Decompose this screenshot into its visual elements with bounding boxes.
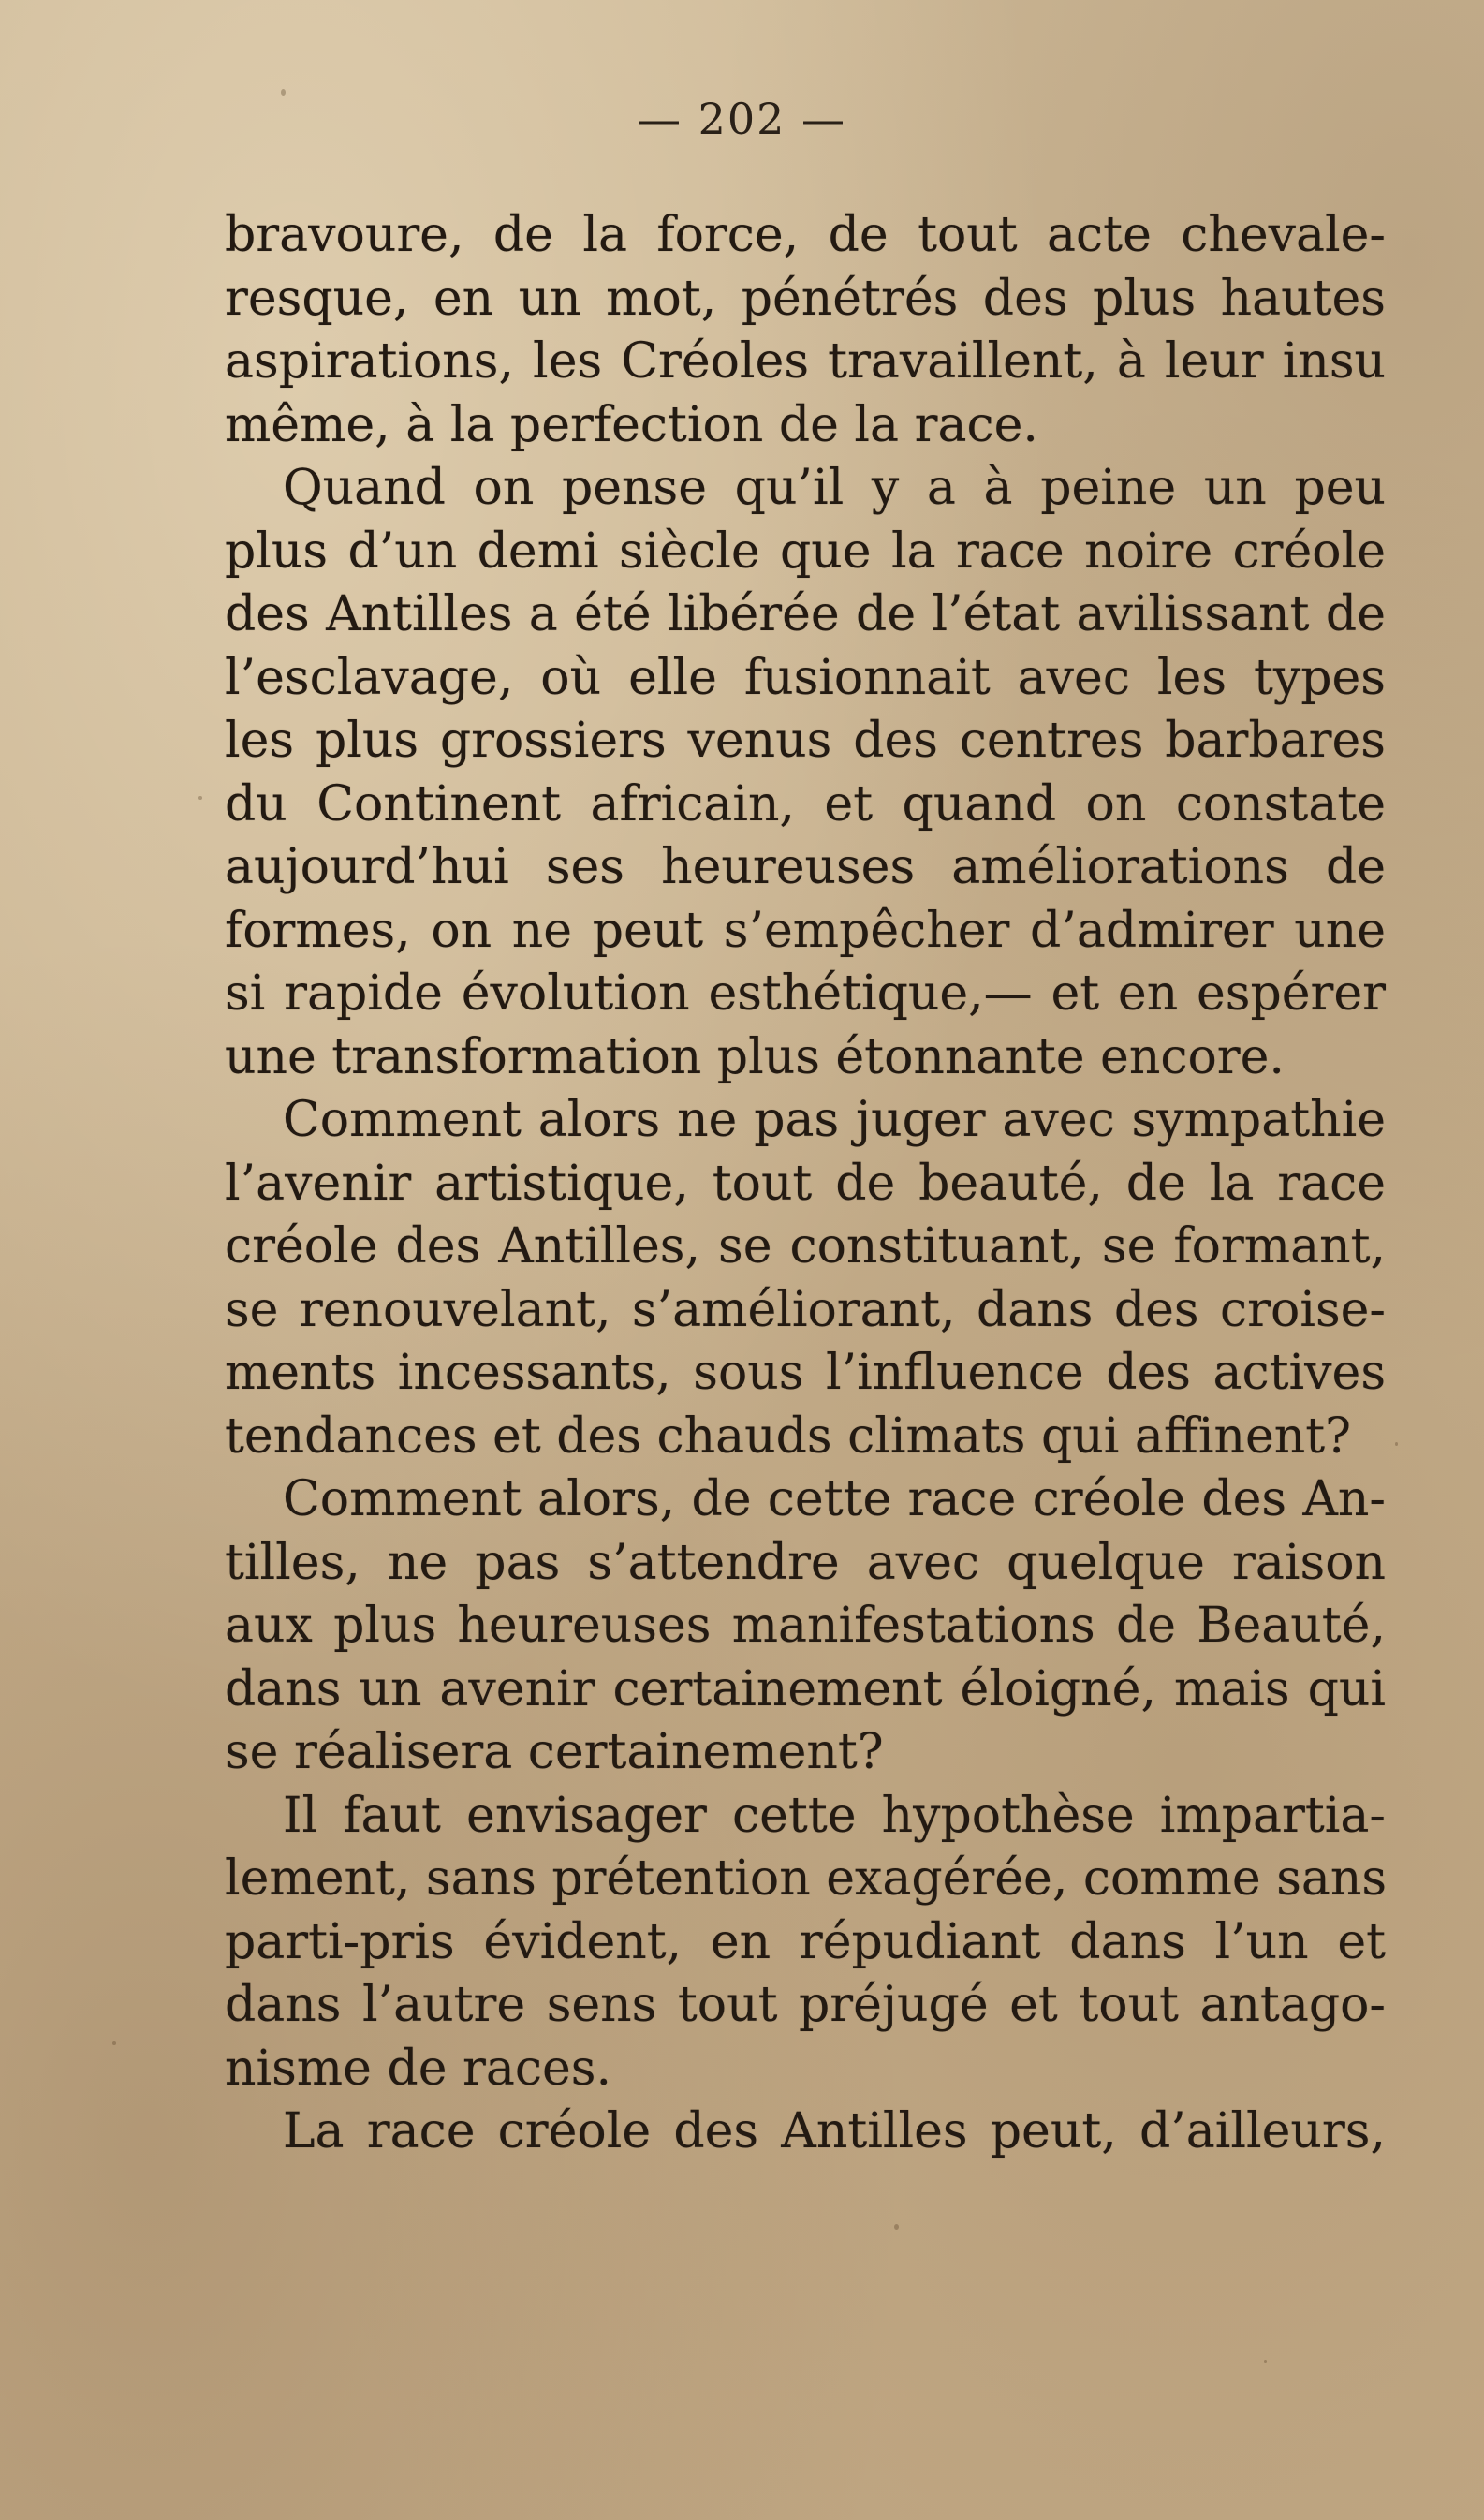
text-line: se réalisera certainement? <box>225 1724 884 1780</box>
text-line: resque, en un mot, pénétrés des plus hautes <box>225 270 1386 327</box>
text-line: dans un avenir certainement éloigné, mais qui <box>225 1660 1386 1717</box>
text-line: formes, on ne peut s’empêcher d’admirer une <box>225 902 1386 959</box>
text-line: créole des Antilles, se constituant, se formant, <box>225 1218 1386 1275</box>
text-line: l’esclavage, où elle fusionnait avec les types <box>225 649 1386 706</box>
text-line: Comment alors ne pas juger avec sympathie <box>283 1092 1386 1148</box>
text-line: Quand on pense qu’il y a à peine un peu <box>283 460 1386 516</box>
paragraph <box>225 457 1386 1089</box>
paragraph <box>225 204 1386 457</box>
text-line: des Antilles a été libérée de l’état avilissant de <box>225 586 1386 642</box>
text-line: aujourd’hui ses heureuses améliorations de <box>225 839 1386 895</box>
text-line: tendances et des chauds climats qui affinent? <box>225 1407 1351 1465</box>
paragraph <box>225 2100 1386 2164</box>
text-line: du Continent africain, et quand on constate <box>225 775 1386 833</box>
text-line: plus d’un demi siècle que la race noire créole <box>225 523 1386 580</box>
text-line: lement, sans prétention exagérée, comme sans <box>225 1850 1388 1907</box>
text-line: Il faut envisager cette hypothèse impartia- <box>283 1787 1386 1844</box>
text-line: si rapide évolution esthétique,— et en espérer <box>225 965 1386 1022</box>
paragraph <box>225 1089 1386 1468</box>
text-line: nisme de races. <box>225 2040 611 2097</box>
paragraph <box>225 1468 1386 1785</box>
paper-speck <box>1395 1442 1398 1446</box>
text-line: Comment alors, de cette race créole des An- <box>283 1471 1386 1527</box>
text-line: se renouvelant, s’améliorant, dans des croise- <box>225 1281 1386 1338</box>
text-line: bravoure, de la force, de tout acte chevale- <box>225 207 1386 263</box>
paper-speck <box>1264 2360 1267 2363</box>
text-line: ments incessants, sous l’influence des actives <box>225 1345 1386 1401</box>
body-text <box>225 204 1386 2164</box>
text-line: dans l’autre sens tout préjugé et tout antago- <box>225 1977 1386 2033</box>
text-line: une transformation plus étonnante encore. <box>225 1028 1285 1085</box>
paper-speck <box>112 2041 116 2045</box>
paper-speck <box>894 2224 899 2230</box>
page-number: — 202 — <box>637 94 847 144</box>
text-line: aux plus heureuses manifestations de Beauté, <box>225 1598 1386 1654</box>
text-line: tilles, ne pas s’attendre avec quelque raison <box>225 1534 1386 1591</box>
text-line: aspirations, les Créoles travaillent, à leur insu <box>225 333 1386 390</box>
text-line: même, à la perfection de la race. <box>225 396 1038 453</box>
text-line: les plus grossiers venus des centres barbares <box>225 713 1386 769</box>
paragraph <box>225 1785 1386 2101</box>
text-line: La race créole des Antilles peut, d’ailleurs, <box>283 2103 1386 2159</box>
text-line: parti-pris évident, en répudiant dans l’un et <box>225 1913 1386 1970</box>
paper-speck <box>198 796 202 800</box>
text-line: l’avenir artistique, tout de beauté, de la race <box>225 1155 1386 1212</box>
